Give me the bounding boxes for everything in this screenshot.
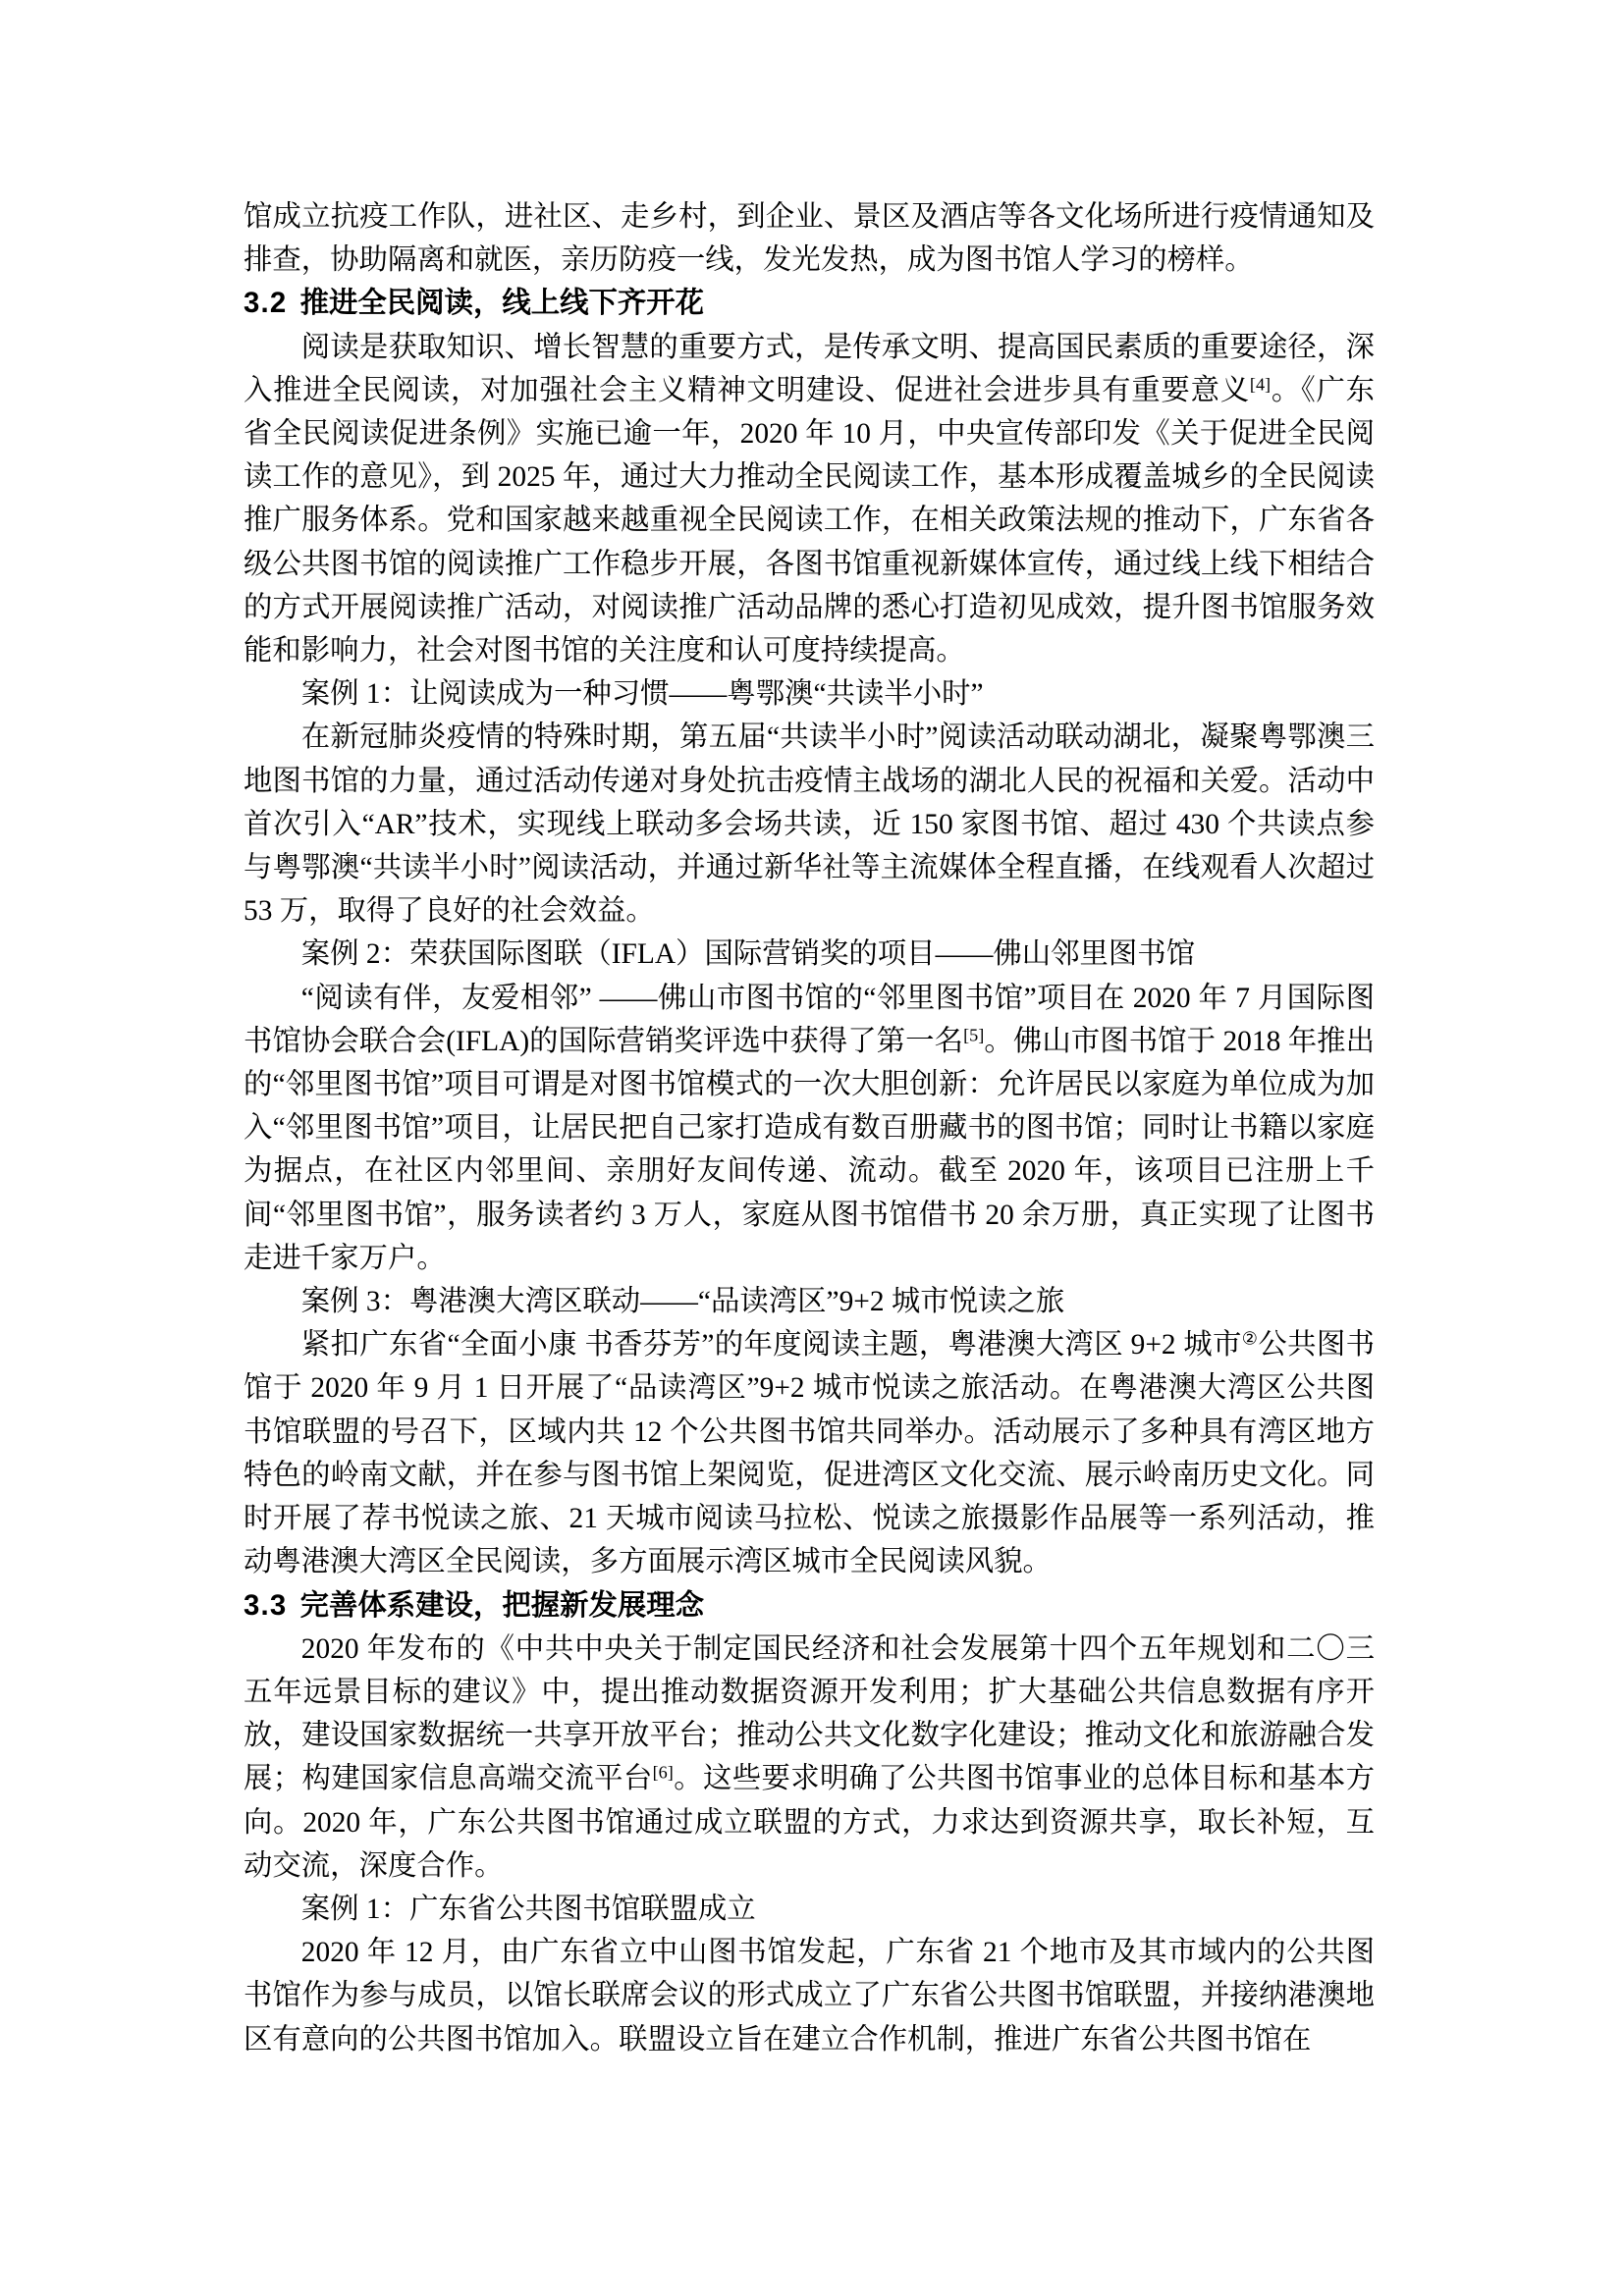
text-run: 紧扣广东省“全面小康 书香芬芳”的年度阅读主题，粤港澳大湾区 9+2 城市 xyxy=(300,1329,1242,1362)
footnote-ref: [4] xyxy=(1249,374,1272,395)
footnote-ref: [5] xyxy=(963,1025,985,1045)
continuation-paragraph xyxy=(244,195,1375,282)
text-run: 阅读是获取知识、增长智慧的重要方式，是传承文明、提高国民素质的重要途径，深入推进全民阅读，对加强社会主义精神文明建设、促进社会进步具有重要意义 xyxy=(244,331,1375,406)
text-run: 。佛山市图书馆于 2018 年推出的“邻里图书馆”项目可谓是对图书馆模式的一次大胆创新：允许居民以家庭为单位成为加入“邻里图书馆”项目，让居民把自己家打造成有数百册藏书的图书馆；同时让书籍以家庭为据点，在社区内邻里间、亲朋好友间传递、流动。截至 2020 年，该项目已注册上千间“邻里图书馆”，服务读者约 3 万人，家庭从图书馆借书 20 余万册，真正实现了让图书走进千家万户。 xyxy=(244,1025,1375,1274)
section-heading xyxy=(244,282,1375,325)
body-paragraph xyxy=(244,1323,1375,1583)
body-paragraph xyxy=(244,1931,1375,2061)
section-number: 3.3 xyxy=(244,1588,288,1622)
text-run: 案例 3：粤港澳大湾区联动——“品读湾区”9+2 城市悦读之旅 xyxy=(300,1286,1065,1318)
text-run: 。这些要求明确了公共图书馆事业的总体目标和基本方向。2020 年，广东公共图书馆通过成立联盟的方式，力求达到资源共享，取长补短，互动交流，深度合作。 xyxy=(244,1763,1376,1882)
section-heading xyxy=(244,1584,1375,1628)
section-number: 3.2 xyxy=(244,287,288,320)
text-run: 馆成立抗疫工作队，进社区、走乡村，到企业、景区及酒店等各文化场所进行疫情通知及排查，协助隔离和就医，亲历防疫一线，发光发热，成为图书馆人学习的榜样。 xyxy=(244,201,1375,277)
body-paragraph xyxy=(244,716,1375,933)
text-run: 公共图书馆于 2020 年 9 月 1 日开展了“品读湾区”9+2 城市悦读之旅活动。在粤港澳大湾区公共图书馆联盟的号召下，区域内共 12 个公共图书馆共同举办。活动展示了多种具有湾区地方特色的岭南文献，并在参与图书馆上架阅览，促进湾区文化交流、展示岭南历史文化。同时开展了荐书悦读之旅、21 天城市阅读马拉松、悦读之旅摄影作品展等一系列活动，推动粤港澳大湾区全民阅读，多方面展示湾区城市全民阅读风貌。 xyxy=(244,1329,1375,1578)
text-run: 案例 2：荣获国际图联（IFLA）国际营销奖的项目——佛山邻里图书馆 xyxy=(300,938,1196,971)
section-title: 完善体系建设，把握新发展理念 xyxy=(299,1588,705,1622)
text-run: 案例 1：让阅读成为一种习惯——粤鄂澳“共读半小时” xyxy=(300,678,984,711)
footnote-ref: ② xyxy=(1241,1328,1259,1349)
case-heading-paragraph xyxy=(244,672,1375,716)
text-run: 。《广东省全民阅读促进条例》实施已逾一年，2020 年 10 月，中央宣传部印发《关于促进全民阅读工作的意见》，到 2025 年，通过大力推动全民阅读工作，基本形成覆盖城乡的全民阅读推广服务体系。党和国家越来越重视全民阅读工作，在相关政策法规的推动下，广东省各级公共图书馆的阅读推广工作稳步开展，各图书馆重视新媒体宣传，通过线上线下相结合的方式开展阅读推广活动，对阅读推广活动品牌的悉心打造初见成效，提升图书馆服务效能和影响力，社会对图书馆的关注度和认可度持续提高。 xyxy=(244,374,1375,667)
text-run: 2020 年 12 月，由广东省立中山图书馆发起，广东省 21 个地市及其市域内的公共图书馆作为参与成员，以馆长联席会议的形式成立了广东省公共图书馆联盟，并接纳港澳地区有意向的公共图书馆加入。联盟设立旨在建立合作机制，推进广东省公共图书馆在 xyxy=(244,1937,1375,2056)
text-run: 2020 年发布的《中共中央关于制定国民经济和社会发展第十四个五年规划和二〇三五年远景目标的建议》中，提出推动数据资源开发利用；扩大基础公共信息数据有序开放，建设国家数据统一共享开放平台；推动公共文化数字化建设；推动文化和旅游融合发展；构建国家信息高端交流平台 xyxy=(244,1632,1375,1795)
text-column xyxy=(244,195,1375,2061)
case-heading-paragraph xyxy=(244,1888,1375,1931)
text-run: 案例 1：广东省公共图书馆联盟成立 xyxy=(300,1893,756,1925)
body-paragraph xyxy=(244,326,1375,673)
section-title: 推进全民阅读，线上线下齐开花 xyxy=(299,287,705,320)
text-run: 在新冠肺炎疫情的特殊时期，第五届“共读半小时”阅读活动联动湖北，凝聚粤鄂澳三地图书馆的力量，通过活动传递对身处抗击疫情主战场的湖北人民的祝福和关爱。活动中首次引入“AR”技术，实现线上联动多会场共读，近 150 家图书馆、超过 430 个共读点参与粤鄂澳“共读半小时”阅读活动，并通过新华社等主流媒体全程直播，在线观看人次超过 53 万，取得了良好的社会效益。 xyxy=(244,721,1375,928)
text-run: “阅读有伴，友爱相邻” ——佛山市图书馆的“邻里图书馆”项目在 2020 年 7 月国际图书馆协会联合会(IFLA)的国际营销奖评选中获得了第一名 xyxy=(244,982,1375,1057)
case-heading-paragraph xyxy=(244,933,1375,976)
footnote-ref: [6] xyxy=(652,1762,674,1783)
body-paragraph xyxy=(244,1628,1375,1888)
case-heading-paragraph xyxy=(244,1280,1375,1323)
body-paragraph xyxy=(244,977,1375,1280)
